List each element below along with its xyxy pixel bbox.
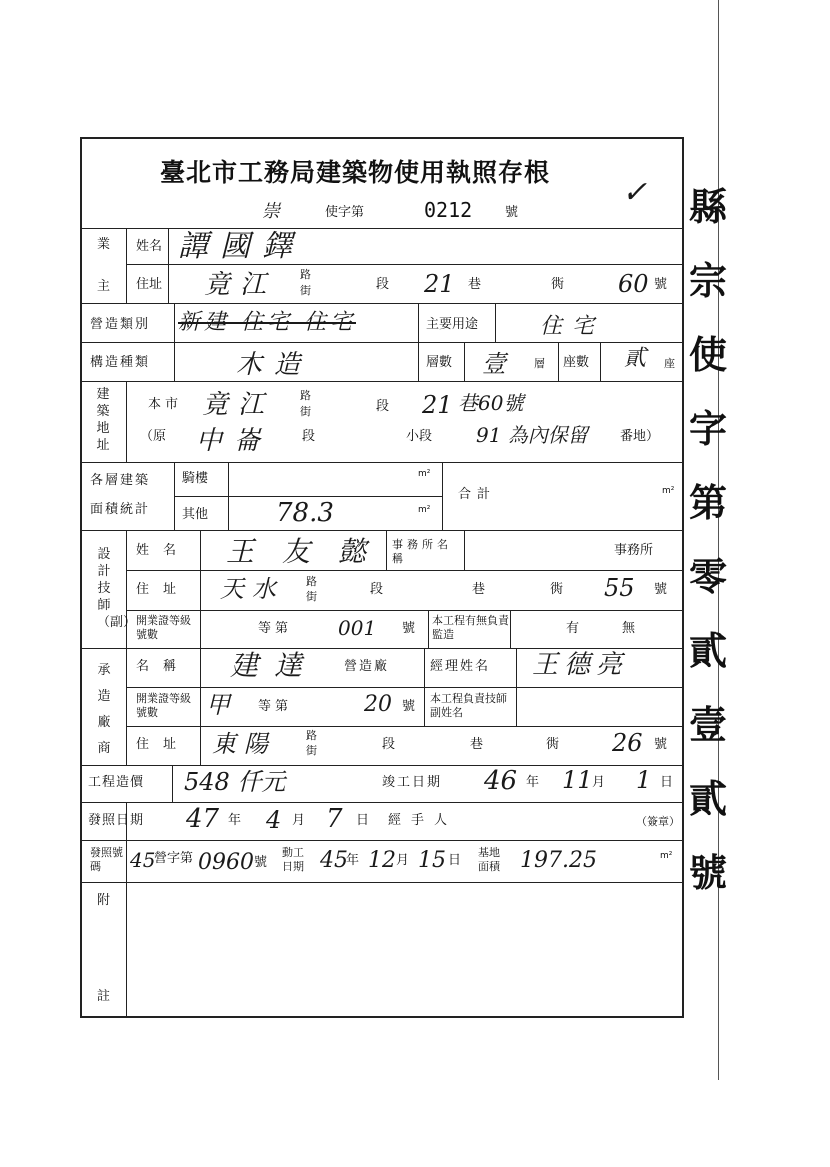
contractor-grade-word: 等第 bbox=[258, 699, 293, 714]
designer-supervise-label: 本工程有無負責監造 bbox=[432, 614, 509, 641]
site-duan: 段 bbox=[376, 399, 390, 414]
owner-side-1: 業 bbox=[97, 237, 111, 252]
designer-office-suffix: 事務所 bbox=[614, 543, 654, 558]
issue-day: 7 bbox=[326, 804, 343, 834]
remarks-label-2: 註 bbox=[97, 989, 111, 1004]
permit-no: 0960 bbox=[198, 850, 254, 875]
designer-hao-value: 55 bbox=[604, 574, 635, 602]
base-unit: m² bbox=[660, 851, 673, 861]
start-month: 12 bbox=[368, 848, 396, 873]
owner-road: 路 bbox=[300, 268, 311, 281]
issue-year: 47 bbox=[186, 804, 220, 834]
site-lot-unit: 番地） bbox=[620, 429, 660, 444]
contractor-lane: 衖 bbox=[546, 737, 560, 752]
owner-hao: 號 bbox=[654, 277, 668, 292]
issue-sign: （簽章） bbox=[636, 815, 680, 828]
permit-prefix: 使字第 bbox=[325, 205, 365, 220]
issue-yue: 月 bbox=[292, 813, 306, 828]
contractor-label: 承造廠商 bbox=[97, 663, 111, 756]
margin-stamp: 縣 宗 使 字 第 零 貳 壹 貳 號 bbox=[688, 184, 727, 895]
owner-jie: 街 bbox=[300, 284, 311, 297]
start-day: 15 bbox=[418, 848, 446, 873]
owner-side-2: 主 bbox=[97, 279, 111, 294]
contractor-hao: 號 bbox=[402, 699, 416, 714]
site-jie: 街 bbox=[300, 405, 311, 418]
start-year: 45 bbox=[320, 848, 348, 873]
cost-label: 工程造價 bbox=[88, 775, 145, 790]
title-stamp: 崇 bbox=[262, 201, 280, 222]
floors-unit: 層 bbox=[534, 357, 545, 370]
construction-type-label: 營造類別 bbox=[90, 317, 151, 332]
other-unit: m² bbox=[418, 505, 431, 515]
designer-road: 路 bbox=[306, 575, 317, 588]
contractor-jie: 街 bbox=[306, 744, 317, 757]
contractor-name-label: 名稱 bbox=[136, 659, 191, 674]
contractor-hao2: 號 bbox=[654, 737, 668, 752]
structure-value: 木造 bbox=[236, 350, 313, 380]
designer-addr-label: 住址 bbox=[136, 582, 191, 597]
contractor-name: 建達 bbox=[230, 649, 319, 682]
designer-cert-label: 開業證等級號數 bbox=[136, 614, 191, 641]
designer-name: 王友懿 bbox=[226, 535, 395, 568]
owner-duan: 段 bbox=[376, 277, 390, 292]
site-road: 路 bbox=[300, 389, 311, 402]
owner-duan-value: 21 bbox=[424, 270, 455, 298]
designer-lane: 衖 bbox=[550, 582, 564, 597]
owner-name: 譚國鐸 bbox=[178, 229, 304, 264]
contractor-manager-label: 經理姓名 bbox=[430, 659, 491, 674]
permit-label: 發照號碼 bbox=[90, 846, 123, 873]
permit-number-suffix: 號 bbox=[505, 205, 519, 220]
finish-label: 竣工日期 bbox=[382, 775, 443, 790]
permit-number: 0212 bbox=[424, 198, 473, 222]
start-label: 動工日期 bbox=[282, 846, 304, 873]
owner-addr-street: 竟江 bbox=[204, 270, 277, 300]
designer-addr-street: 天水 bbox=[220, 575, 284, 603]
finish-ri: 日 bbox=[660, 775, 674, 790]
floors-label: 層數 bbox=[426, 355, 453, 370]
issue-handler: 經手人 bbox=[388, 813, 458, 828]
main-use-value: 住宅 bbox=[540, 314, 605, 339]
other-area-value: 78.3 bbox=[276, 498, 334, 528]
start-nian: 年 bbox=[346, 853, 360, 868]
site-label: 建築地址 bbox=[96, 387, 110, 453]
check-mark: ✓ bbox=[622, 175, 648, 210]
site-city: 本市 bbox=[148, 397, 183, 412]
other-label: 其他 bbox=[182, 507, 209, 522]
issue-month: 4 bbox=[266, 806, 282, 834]
designer-hao2: 號 bbox=[402, 621, 416, 636]
designer-label: 設計技師（副） bbox=[97, 547, 137, 630]
area-label-1: 各層建築 bbox=[90, 473, 151, 488]
permit-year: 45 bbox=[130, 848, 156, 872]
designer-name-label: 姓名 bbox=[136, 543, 191, 558]
contractor-factory: 營造廠 bbox=[344, 659, 390, 674]
permit-hao: 號 bbox=[254, 855, 268, 870]
designer-duan: 段 bbox=[370, 582, 384, 597]
designer-office-label: 事務所名稱 bbox=[392, 538, 452, 565]
arcade-unit: m² bbox=[418, 469, 431, 479]
blocks-value: 貳 bbox=[624, 346, 647, 371]
site-duan-value: 21 bbox=[422, 391, 453, 419]
owner-name-label: 姓名 bbox=[136, 239, 163, 254]
site-orig-district: 中崙 bbox=[196, 426, 273, 456]
site-xiang-value: 巷60號 bbox=[458, 391, 524, 415]
designer-you: 有 bbox=[566, 621, 580, 636]
start-yue: 月 bbox=[396, 853, 410, 868]
contractor-manager: 王德亮 bbox=[532, 650, 629, 680]
total-label: 合計 bbox=[458, 487, 497, 502]
contractor-tech-label: 本工程負責技師副姓名 bbox=[430, 692, 507, 719]
area-label-2: 面積統計 bbox=[90, 502, 151, 517]
designer-cert-no: 001 bbox=[338, 616, 377, 640]
start-ri: 日 bbox=[448, 853, 462, 868]
construction-type-value: 新建 住宅 住宅 bbox=[178, 310, 356, 335]
total-unit: m² bbox=[662, 486, 675, 496]
contractor-grade: 甲 bbox=[206, 691, 230, 719]
arcade-label: 騎樓 bbox=[182, 471, 209, 486]
blocks-unit: 座 bbox=[664, 357, 675, 370]
site-orig-prefix: （原 bbox=[140, 429, 167, 444]
finish-yue: 月 bbox=[592, 775, 606, 790]
contractor-hao-value: 26 bbox=[612, 729, 643, 757]
contractor-xiang: 巷 bbox=[470, 737, 484, 752]
structure-label: 構造種類 bbox=[90, 355, 151, 370]
designer-grade-word: 等第 bbox=[258, 621, 293, 636]
floors-value: 壹 bbox=[482, 350, 506, 378]
base-value: 197.25 bbox=[520, 848, 597, 873]
contractor-addr-street: 東陽 bbox=[212, 730, 276, 758]
base-label: 基地面積 bbox=[478, 846, 500, 873]
site-orig-duan: 段 bbox=[302, 429, 316, 444]
blocks-label: 座數 bbox=[563, 355, 590, 370]
owner-lane: 衖 bbox=[551, 277, 565, 292]
site-street: 竟江 bbox=[202, 390, 275, 420]
contractor-road: 路 bbox=[306, 729, 317, 742]
owner-xiang: 巷 bbox=[468, 277, 482, 292]
issue-label: 發照日期 bbox=[88, 813, 145, 828]
owner-addr-label: 住址 bbox=[136, 277, 163, 292]
site-small-duan: 小段 bbox=[406, 429, 433, 444]
finish-year: 46 bbox=[484, 766, 518, 796]
contractor-addr-label: 住址 bbox=[136, 737, 191, 752]
issue-nian: 年 bbox=[228, 813, 242, 828]
issue-ri: 日 bbox=[356, 813, 370, 828]
finish-nian: 年 bbox=[526, 775, 540, 790]
main-use-label: 主要用途 bbox=[426, 317, 479, 332]
remarks-label-1: 附 bbox=[97, 893, 111, 908]
designer-jie: 街 bbox=[306, 590, 317, 603]
designer-xiang: 巷 bbox=[472, 582, 486, 597]
designer-hao: 號 bbox=[654, 582, 668, 597]
finish-day: 1 bbox=[636, 766, 652, 794]
site-lot: 91 為內保留 bbox=[476, 423, 588, 447]
cost-value: 548 仟元 bbox=[184, 768, 286, 796]
finish-month: 11 bbox=[562, 766, 593, 794]
contractor-duan: 段 bbox=[382, 737, 396, 752]
designer-wu: 無 bbox=[622, 621, 636, 636]
contractor-cert-label: 開業證等級號數 bbox=[136, 692, 191, 719]
form-title: 臺北市工務局建築物使用執照存根 bbox=[160, 158, 551, 187]
form-border bbox=[80, 137, 684, 1018]
owner-hao-value: 60 bbox=[618, 270, 649, 298]
permit-word: 營字第 bbox=[154, 851, 194, 866]
contractor-cert-no: 20 bbox=[364, 692, 392, 717]
